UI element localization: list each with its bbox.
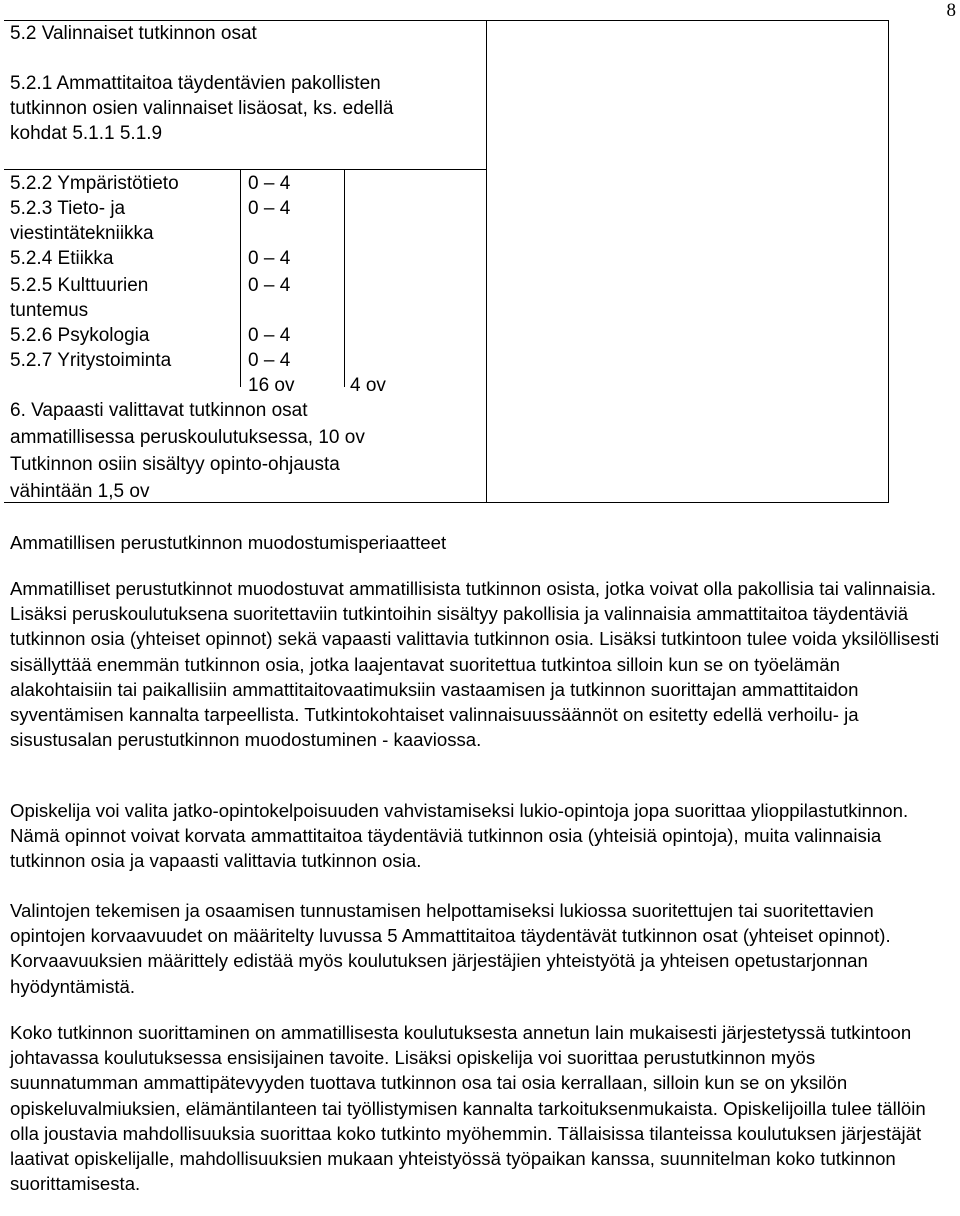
paragraph-text: Valintojen tekemisen ja osaamisen tunnustamisen helpottamiseksi lukiossa suoritettujen tai suoritettavien opintojen korvaavuudet on määritelty luvussa 5 Ammattitaitoa täydentävät tutkinnon osat (yhteiset opinnot). Korvaavuuksien määrittely edistää myös koulutuksen järjestäjien yhteistyötä ja yhteisen opetustarjonnan hyödyntämistä. (10, 900, 891, 997)
row-range: 0 – 4 (248, 248, 291, 269)
column-divider (344, 169, 345, 387)
row-range: 0 – 4 (248, 325, 291, 346)
row-range: 0 – 4 (248, 275, 291, 296)
section-6-line: vähintään 1,5 ov (10, 481, 150, 502)
section-heading: 5.2 Valinnaiset tutkinnon osat (10, 23, 257, 44)
row-range: 0 – 4 (248, 350, 291, 371)
row-name: 5.2.2 Ympäristötieto (10, 173, 179, 194)
row-range: 0 – 4 (248, 173, 291, 194)
total-left: 16 ov (248, 375, 295, 396)
paragraph-text: Koko tutkinnon suorittaminen on ammatillisesta koulutuksesta annetun lain mukaisesti järjestetyssä tutkintoon johtavassa koulutuksessa ensisijainen tavoite. Lisäksi opiskelija voi suorittaa perustutkinnon myös suunnatumman ammattipätevyyden tuottava tutkinnon osa tai osia kerrallaan, silloin kun se on yksilön opiskeluvalmiuksien, elämäntilanteen tai työllistymisen kannalta tarkoituksenmukaista. Opiskelijoilla tulee tällöin olla joustavia mahdollisuuksia suorittaa koko tutkinto myöhemmin. Tällaisissa tilanteissa koulutuksen järjestäjät laativat opiskelijalle, mahdollisuuksien mukaan yhteistyössä työpaikan kanssa, suunnitelman koko tutkinnon suorittamisesta. (10, 1022, 926, 1195)
row-name: 5.2.4 Etiikka (10, 248, 114, 269)
paragraph-4 (10, 1020, 940, 1196)
principles-heading: Ammatillisen perustutkinnon muodostumisperiaatteet (10, 532, 447, 553)
row-name: 5.2.7 Yritystoiminta (10, 350, 172, 371)
section-6-line: ammatillisessa peruskoulutuksessa, 10 ov (10, 427, 365, 448)
section-6-line: Tutkinnon osiin sisältyy opinto-ohjausta (10, 454, 340, 475)
row-name: tuntemus (10, 300, 89, 321)
subsection-line: kohdat 5.1.1 5.1.9 (10, 123, 163, 144)
paragraph-2 (10, 798, 940, 874)
paragraph-1 (10, 576, 940, 752)
table-divider (4, 169, 486, 170)
paragraph-text: Opiskelija voi valita jatko-opintokelpoisuuden vahvistamiseksi lukio-opintoja jopa suorittaa ylioppilastutkinnon. Nämä opinnot voivat korvata ammattitaitoa täydentäviä tutkinnon osia (yhteisiä opintoja), muita valinnaisia tutkinnon osia ja vapaasti valittavia tutkinnon osia. (10, 800, 909, 872)
subsection-line: tutkinnon osien valinnaiset lisäosat, ks. edellä (10, 98, 394, 119)
page-number: 8 (946, 0, 956, 21)
row-range: 0 – 4 (248, 198, 291, 219)
total-right: 4 ov (350, 375, 386, 396)
table-right-column-divider (486, 21, 487, 502)
row-name: 5.2.6 Psykologia (10, 325, 150, 346)
row-name: 5.2.3 Tieto- ja (10, 198, 126, 219)
row-name: viestintätekniikka (10, 223, 154, 244)
row-name: 5.2.5 Kulttuurien (10, 275, 149, 296)
section-6-line: 6. Vapaasti valittavat tutkinnon osat (10, 400, 308, 421)
paragraph-3 (10, 898, 940, 999)
column-divider (240, 169, 241, 387)
paragraph-text: Ammatilliset perustutkinnot muodostuvat ammatillisista tutkinnon osista, jotka voivat olla pakollisia tai valinnaisia. Lisäksi peruskoulutuksena suoritettaviin tutkintoihin sisältyy pakollisia ja valinnaisia ammattitaitoa täydentäviä tutkinnon osia (yhteiset opinnot) sekä vapaasti valittavia tutkinnon osia. Lisäksi tutkintoon tulee voida yksilöllisesti sisällyttää enemmän tutkinnon osia, jotka laajentavat suoritettua tutkintoa silloin kun se on työelämän alakohtaisiin tai paikallisiin ammattitaitovaatimuksiin vastaamisen ja tutkinnon suorittajan ammattitaidon syventämisen kannalta tarpeellista. Tutkintokohtaiset valinnaisuussäännöt on esitetty edellä verhoilu- ja sisustusalan perustutkinnon muodostuminen - kaaviossa. (10, 578, 940, 751)
subsection-line: 5.2.1 Ammattitaitoa täydentävien pakollisten (10, 73, 381, 94)
